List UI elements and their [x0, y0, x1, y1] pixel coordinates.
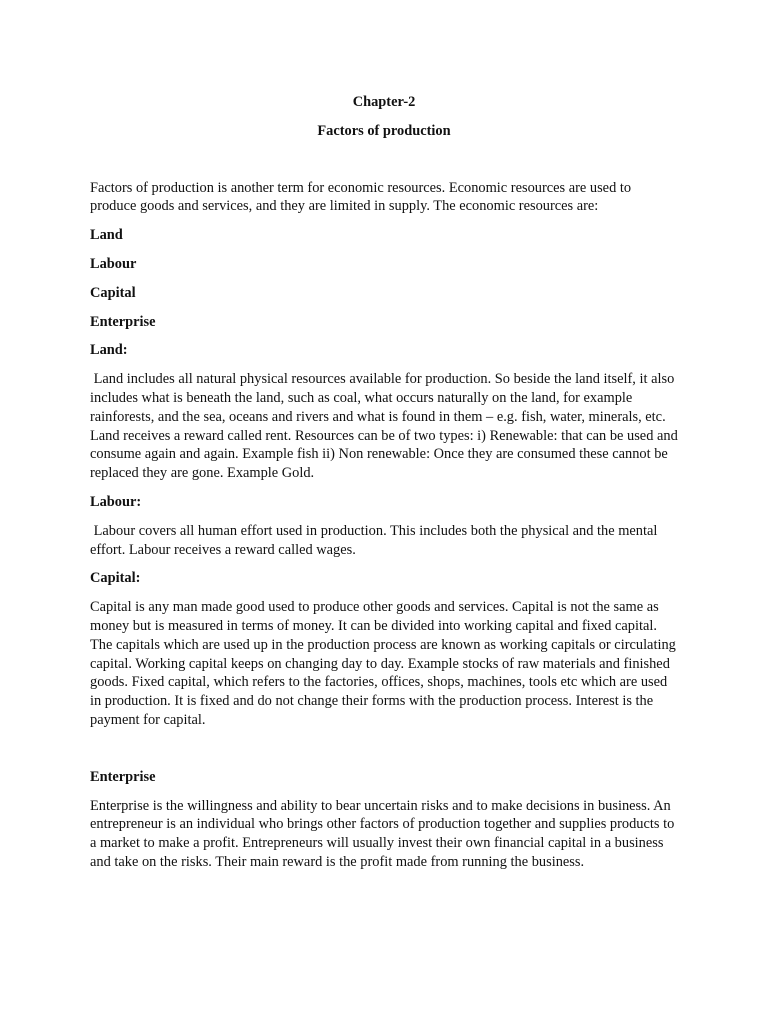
intro-paragraph: Factors of production is another term for economic resources. Economic resources are used to produce goods and services, and they are limited in supply. The economic resources are: — [90, 179, 632, 215]
resource-list-item-land: Land — [90, 227, 123, 244]
section-body-land: Land includes all natural physical resources available for production. So beside the land itself, it also includes what is beneath the land, such as coal, what occurs naturally on the land, for example rainforests, and the sea, oceans and rivers and what is found in them – e.g. fish, water, minerals, etc. Land receives a reward called rent. Resources can be of two types: i) Renewable: that can be used and consume again and again. Example fish ii) Non renewable: Once they are consumed these cannot be replaced they are gone. Example Gold. — [90, 371, 682, 482]
section-heading-enterprise: Enterprise — [90, 768, 156, 785]
resource-list-item-capital: Capital — [90, 284, 136, 301]
section-body-capital: Capital is any man made good used to produce other goods and services. Capital is not the same as money but is measured in terms of money. It can be divided into working capital and fixed capital. The capitals which are used up in the production process are known as working capitals or circulating capital. Working capital keeps on changing day to day. Example stocks of raw materials and finished goods. Fixed capital, which refers to the factories, offices, shops, machines, tools etc which are used in production. It is fixed and do not change their forms with the production process. Interest is the payment for capital. — [90, 599, 676, 728]
section-heading-land: Land: — [90, 342, 128, 359]
section-heading-capital: Capital: — [90, 570, 141, 587]
chapter-label: Chapter-2 — [352, 94, 416, 110]
resource-list-item-labour: Labour — [90, 255, 137, 272]
section-heading-labour: Labour: — [90, 493, 142, 510]
section-body-labour: Labour covers all human effort used in production. This includes both the physical and the mental effort. Labour receives a reward called wages. — [90, 522, 661, 558]
section-body-enterprise: Enterprise is the willingness and ability to bear uncertain risks and to make decisions in business. An entrepreneur is an individual who brings other factors of production together and supplies products to a market to make a profit. Entrepreneurs will usually invest their own financial capital in a business and take on the risks. Their main reward is the profit made from running the business. — [90, 797, 675, 870]
resource-list-item-enterprise: Enterprise — [90, 313, 156, 330]
page-title: Factors of production — [317, 122, 451, 139]
